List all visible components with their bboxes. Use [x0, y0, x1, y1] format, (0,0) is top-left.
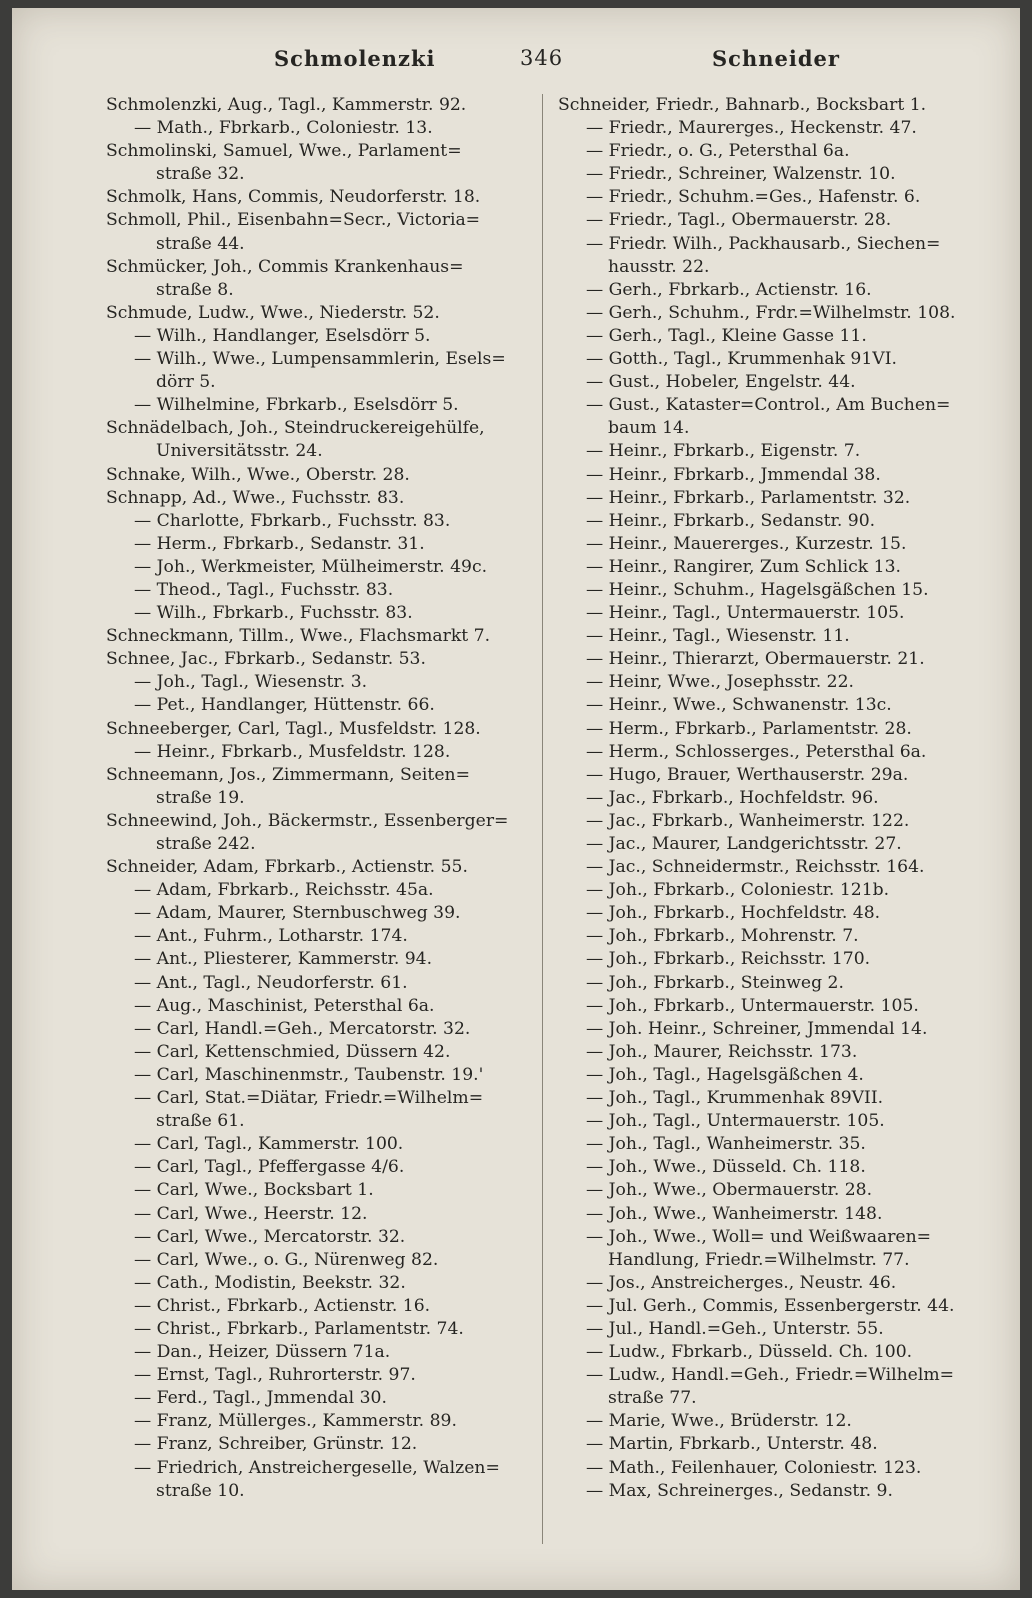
- directory-entry: — Friedr. Wilh., Packhausarb., Siechen=: [586, 233, 941, 254]
- directory-entry: — Heinr., Fbrkarb., Sedanstr. 90.: [586, 510, 876, 531]
- directory-entry: — Max, Schreinerges., Sedanstr. 9.: [586, 1480, 893, 1501]
- directory-entry: — Ant., Fuhrm., Lotharstr. 174.: [134, 926, 408, 947]
- header-right-keyword: Schneider: [712, 46, 840, 71]
- directory-entry: — Friedr., Tagl., Obermauerstr. 28.: [586, 210, 892, 231]
- entry-continuation-line: straße 61.: [156, 1111, 245, 1132]
- directory-entry: — Gerh., Fbrkarb., Actienstr. 16.: [586, 279, 872, 300]
- directory-entry: — Heinr., Mauererges., Kurzestr. 15.: [586, 533, 907, 554]
- directory-entry: Schneckmann, Tillm., Wwe., Flachsmarkt 7.: [106, 626, 491, 647]
- directory-entry: — Joh., Fbrkarb., Mohrenstr. 7.: [586, 926, 859, 947]
- directory-entry: Schnädelbach, Joh., Steindruckereigehülfe,: [106, 418, 485, 439]
- directory-entry: — Gust., Kataster=Control., Am Buchen=: [586, 395, 951, 416]
- directory-entry: — Friedr., Schuhm.=Ges., Hafenstr. 6.: [586, 187, 921, 208]
- directory-entry: — Joh., Tagl., Wanheimerstr. 35.: [586, 1134, 866, 1155]
- directory-entry: — Heinr., Tagl., Wiesenstr. 11.: [586, 626, 850, 647]
- directory-entry: — Joh., Maurer, Reichsstr. 173.: [586, 1041, 858, 1062]
- directory-entry: Schneeberger, Carl, Tagl., Musfeldstr. 128.: [106, 718, 481, 739]
- directory-entry: — Joh., Wwe., Düsseld. Ch. 118.: [586, 1157, 866, 1178]
- directory-entry: — Math., Fbrkarb., Coloniestr. 13.: [134, 118, 433, 139]
- directory-entry: — Joh., Wwe., Wanheimerstr. 148.: [586, 1203, 883, 1224]
- directory-entry: — Carl, Wwe., o. G., Nürenweg 82.: [134, 1249, 439, 1270]
- directory-entry: — Marie, Wwe., Brüderstr. 12.: [586, 1411, 852, 1432]
- entry-continuation-line: straße 44.: [156, 233, 245, 254]
- directory-entry: — Martin, Fbrkarb., Unterstr. 48.: [586, 1434, 878, 1455]
- directory-entry: Schmolenzki, Aug., Tagl., Kammerstr. 92.: [106, 95, 467, 115]
- directory-entry: — Heinr., Rangirer, Zum Schlick 13.: [586, 556, 901, 577]
- directory-entry: — Pet., Handlanger, Hüttenstr. 66.: [134, 695, 435, 716]
- directory-entry: — Carl, Wwe., Mercatorstr. 32.: [134, 1226, 406, 1247]
- directory-page: [12, 8, 1020, 1590]
- directory-entry: — Jac., Fbrkarb., Wanheimerstr. 122.: [586, 810, 910, 831]
- directory-entry: Schmoll, Phil., Eisenbahn=Secr., Victoria=: [106, 210, 481, 231]
- directory-entry: — Joh. Heinr., Schreiner, Jmmendal 14.: [586, 1018, 928, 1039]
- directory-entry: Schmücker, Joh., Commis Krankenhaus=: [106, 256, 464, 277]
- directory-entry: — Joh., Tagl., Untermauerstr. 105.: [586, 1111, 885, 1132]
- directory-entry: — Carl, Maschinenmstr., Taubenstr. 19.': [134, 1064, 484, 1085]
- entry-continuation-line: straße 19.: [156, 787, 245, 808]
- directory-entry: — Joh., Fbrkarb., Untermauerstr. 105.: [586, 995, 919, 1016]
- directory-entry: — Jac., Fbrkarb., Hochfeldstr. 96.: [586, 787, 879, 808]
- directory-entry: — Theod., Tagl., Fuchsstr. 83.: [134, 579, 394, 600]
- directory-entry: — Joh., Wwe., Obermauerstr. 28.: [586, 1180, 873, 1201]
- directory-entry: — Wilh., Handlanger, Eselsdörr 5.: [134, 325, 431, 346]
- entry-continuation-line: straße 32.: [156, 164, 245, 185]
- entry-continuation-line: straße 242.: [156, 834, 256, 854]
- directory-entry: Schmolinski, Samuel, Wwe., Parlament=: [106, 141, 462, 162]
- entry-continuation-line: dörr 5.: [156, 372, 216, 393]
- page-number: 346: [520, 46, 564, 70]
- directory-entry: — Ant., Tagl., Neudorferstr. 61.: [134, 972, 408, 993]
- directory-entry: — Jos., Anstreicherges., Neustr. 46.: [586, 1272, 897, 1293]
- directory-entry: — Carl, Stat.=Diätar, Friedr.=Wilhelm=: [134, 1088, 484, 1109]
- directory-entry: — Wilh., Wwe., Lumpensammlerin, Esels=: [134, 349, 506, 370]
- directory-entry: — Ernst, Tagl., Ruhrorterstr. 97.: [134, 1365, 416, 1386]
- directory-entry: Schmolk, Hans, Commis, Neudorferstr. 18.: [106, 187, 481, 208]
- entry-continuation-line: hausstr. 22.: [608, 256, 710, 277]
- directory-entry: Schnee, Jac., Fbrkarb., Sedanstr. 53.: [106, 649, 426, 670]
- directory-entry: — Herm., Fbrkarb., Sedanstr. 31.: [134, 533, 425, 554]
- directory-entry: — Adam, Maurer, Sternbuschweg 39.: [134, 903, 461, 924]
- entry-continuation-line: straße 77.: [608, 1388, 697, 1409]
- directory-entry: Schmude, Ludw., Wwe., Niederstr. 52.: [106, 302, 440, 323]
- directory-entry: — Carl, Tagl., Kammerstr. 100.: [134, 1134, 404, 1155]
- entry-continuation-line: Universitätsstr. 24.: [156, 441, 323, 462]
- directory-entry: — Aug., Maschinist, Petersthal 6a.: [134, 995, 435, 1016]
- page-header: [12, 46, 1020, 76]
- directory-entry: — Herm., Schlosserges., Petersthal 6a.: [586, 741, 927, 762]
- directory-entry: — Jac., Schneidermstr., Reichsstr. 164.: [586, 857, 925, 878]
- directory-entry: Schnapp, Ad., Wwe., Fuchsstr. 83.: [106, 487, 405, 508]
- directory-entry: — Christ., Fbrkarb., Parlamentstr. 74.: [134, 1318, 464, 1339]
- directory-entry: — Ludw., Handl.=Geh., Friedr.=Wilhelm=: [586, 1365, 955, 1386]
- directory-entry: — Carl, Handl.=Geh., Mercatorstr. 32.: [134, 1018, 471, 1039]
- directory-entry: — Joh., Tagl., Hagelsgäßchen 4.: [586, 1064, 864, 1085]
- entry-continuation-line: straße 8.: [156, 279, 234, 300]
- directory-entry: — Joh., Fbrkarb., Steinweg 2.: [586, 972, 844, 993]
- directory-entry: — Joh., Fbrkarb., Hochfeldstr. 48.: [586, 903, 881, 924]
- directory-entry: — Ferd., Tagl., Jmmendal 30.: [134, 1388, 387, 1409]
- directory-entry: — Math., Feilenhauer, Coloniestr. 123.: [586, 1457, 922, 1478]
- directory-entry: — Heinr., Wwe., Schwanenstr. 13c.: [586, 695, 892, 716]
- entry-continuation-line: baum 14.: [608, 418, 690, 439]
- directory-entry: — Heinr., Tagl., Untermauerstr. 105.: [586, 603, 905, 624]
- directory-entry: Schneewind, Joh., Bäckermstr., Essenberger=: [106, 810, 509, 831]
- header-left-keyword: Schmolenzki: [274, 46, 436, 71]
- directory-entry: — Carl, Tagl., Pfeffergasse 4/6.: [134, 1157, 405, 1178]
- directory-entry: Schneemann, Jos., Zimmermann, Seiten=: [106, 764, 470, 785]
- directory-entry: — Friedr., Maurerges., Heckenstr. 47.: [586, 118, 917, 139]
- directory-entry: — Jul. Gerh., Commis, Essenbergerstr. 44.: [586, 1295, 955, 1316]
- directory-entry: — Friedr., o. G., Petersthal 6a.: [586, 141, 850, 162]
- directory-entry: — Ludw., Fbrkarb., Düsseld. Ch. 100.: [586, 1342, 913, 1363]
- directory-entry: — Gust., Hobeler, Engelstr. 44.: [586, 372, 856, 393]
- column-divider: [542, 94, 543, 1544]
- directory-entry: — Carl, Kettenschmied, Düssern 42.: [134, 1041, 451, 1062]
- directory-entry: — Gotth., Tagl., Krummenhak 91VI.: [586, 349, 897, 370]
- directory-entry: Schnake, Wilh., Wwe., Oberstr. 28.: [106, 464, 410, 485]
- directory-entry: Schneider, Friedr., Bahnarb., Bocksbart 1.: [558, 95, 927, 115]
- directory-entry: — Heinr., Fbrkarb., Parlamentstr. 32.: [586, 487, 911, 508]
- directory-entry: — Friedr., Schreiner, Walzenstr. 10.: [586, 164, 896, 185]
- directory-entry: — Joh., Tagl., Wiesenstr. 3.: [134, 672, 368, 693]
- directory-entry: — Gerh., Tagl., Kleine Gasse 11.: [586, 325, 867, 346]
- directory-entry: — Carl, Wwe., Bocksbart 1.: [134, 1180, 374, 1201]
- directory-entry: — Joh., Fbrkarb., Coloniestr. 121b.: [586, 880, 890, 901]
- directory-entry: — Cath., Modistin, Beekstr. 32.: [134, 1272, 406, 1293]
- directory-entry: — Heinr., Thierarzt, Obermauerstr. 21.: [586, 649, 925, 670]
- directory-entry: — Franz, Schreiber, Grünstr. 12.: [134, 1434, 418, 1455]
- directory-entry: — Carl, Wwe., Heerstr. 12.: [134, 1203, 368, 1224]
- directory-entry: — Franz, Müllerges., Kammerstr. 89.: [134, 1411, 457, 1432]
- directory-entry: — Adam, Fbrkarb., Reichsstr. 45a.: [134, 880, 434, 901]
- directory-entry: — Herm., Fbrkarb., Parlamentstr. 28.: [586, 718, 912, 739]
- directory-entry: — Heinr., Fbrkarb., Eigenstr. 7.: [586, 441, 861, 462]
- directory-entry: — Joh., Tagl., Krummenhak 89VII.: [586, 1088, 884, 1109]
- directory-entry: — Wilhelmine, Fbrkarb., Eselsdörr 5.: [134, 395, 459, 416]
- directory-entry: — Heinr., Schuhm., Hagelsgäßchen 15.: [586, 579, 929, 600]
- entry-continuation-line: straße 10.: [156, 1480, 245, 1501]
- directory-entry: — Heinr., Fbrkarb., Jmmendal 38.: [586, 464, 881, 485]
- directory-entry: — Gerh., Schuhm., Frdr.=Wilhelmstr. 108.: [586, 302, 956, 323]
- directory-entry: Schneider, Adam, Fbrkarb., Actienstr. 55.: [106, 857, 468, 878]
- directory-entry: — Christ., Fbrkarb., Actienstr. 16.: [134, 1295, 431, 1316]
- directory-entry: — Friedrich, Anstreichergeselle, Walzen=: [134, 1457, 500, 1478]
- directory-entry: — Wilh., Fbrkarb., Fuchsstr. 83.: [134, 603, 413, 624]
- directory-entry: — Charlotte, Fbrkarb., Fuchsstr. 83.: [134, 510, 451, 531]
- left-column: [106, 94, 536, 1503]
- directory-entry: — Joh., Fbrkarb., Reichsstr. 170.: [586, 949, 871, 970]
- directory-entry: — Jul., Handl.=Geh., Unterstr. 55.: [586, 1318, 884, 1339]
- directory-entry: — Joh., Werkmeister, Mülheimerstr. 49c.: [134, 556, 488, 577]
- directory-entry: — Joh., Wwe., Woll= und Weißwaaren=: [586, 1226, 932, 1247]
- directory-entry: — Heinr, Wwe., Josephsstr. 22.: [586, 672, 855, 693]
- directory-entry: — Ant., Pliesterer, Kammerstr. 94.: [134, 949, 433, 970]
- right-column: [558, 94, 1006, 1503]
- directory-entry: — Jac., Maurer, Landgerichtsstr. 27.: [586, 834, 902, 854]
- directory-entry: — Heinr., Fbrkarb., Musfeldstr. 128.: [134, 741, 451, 762]
- directory-entry: — Hugo, Brauer, Werthauserstr. 29a.: [586, 764, 909, 785]
- entry-continuation-line: Handlung, Friedr.=Wilhelmstr. 77.: [608, 1249, 910, 1270]
- directory-entry: — Dan., Heizer, Düssern 71a.: [134, 1342, 391, 1363]
